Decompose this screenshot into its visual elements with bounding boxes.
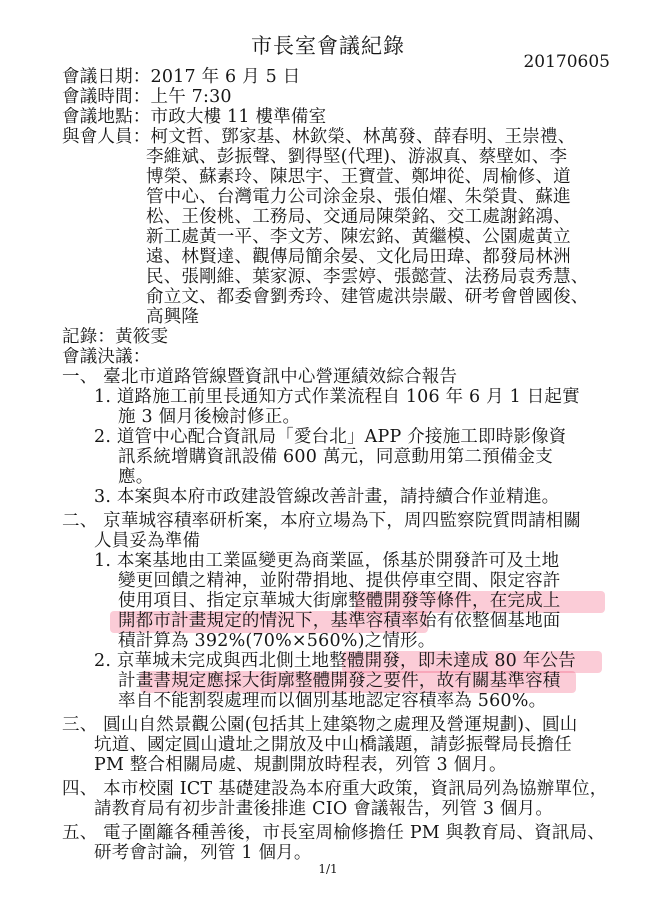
item-2-heading: 二、 京華城容積率研析案，本府立場為下，周四監察院質問請相關 (62, 511, 582, 531)
item-text: 訊系統增購資訊設備 600 萬元，同意動用第二預備金支 (118, 447, 553, 467)
meeting-place: 會議地點：市政大樓 11 樓準備室 (62, 107, 327, 127)
item-text: 應。 (118, 467, 154, 487)
item-text: 率自不能割裂處理而以個別基地認定容積率為 560%。 (118, 691, 547, 711)
item-text: 1. 道路施工前里長通知方式作業流程自 106 年 6 月 1 日起實 (94, 387, 580, 407)
item-text: 變更回饋之精神，並附帶捐地、提供停車空間、限定容許 (118, 571, 561, 591)
item-text: 積計算為 392%(70%×560%)之情形。 (118, 631, 436, 651)
attendees-line: 新工處黃一平、李文芳、陳宏銘、黃繼模、公園處黃立 (146, 227, 571, 247)
attendees-line: 博榮、蘇素玲、陳思宇、王寶萱、鄭坤從、周榆修、道 (146, 167, 571, 187)
item-text: 請教育局有初步計畫後排進 CIO 會議報告，列管 3 個月。 (94, 799, 554, 819)
meeting-time: 會議時間：上午 7:30 (62, 87, 232, 107)
item-text: 2. 京華城未完成與西北側土地整體開發，即未達成 80 年公告 (94, 651, 576, 671)
attendees-line: 民、張剛維、葉家源、李雲婷、張懿萱、法務局袁秀慧、 (146, 267, 589, 287)
meeting-date: 會議日期：2017 年 6 月 5 日 (62, 67, 301, 87)
item-text: 人員妥為準備 (94, 531, 201, 551)
recorder: 記錄：黃筱雯 (62, 327, 169, 347)
attendees-line: 高興隆 (146, 307, 200, 327)
item-1-heading: 一、 臺北市道路管線暨資訊中心營運績效綜合報告 (62, 367, 458, 387)
attendees-line: 遠、林賢達、觀傳局簡余晏、文化局田瑋、都發局林洲 (146, 247, 571, 267)
item-text: 計畫書規定應採大街廓整體開發之要件，故有關基準容積 (118, 671, 561, 691)
item-text: 坑道、國定圓山遺址之開放及中山橋議題，請彭振聲局長擔任 (94, 735, 572, 755)
item-text: 3. 本案與本府市政建設管線改善計畫，請持續合作並精進。 (94, 487, 560, 507)
item-text: 研考會討論，列管 1 個月。 (94, 843, 312, 863)
attendees-line: 與會人員：柯文哲、鄧家基、林欽榮、林萬發、薛春明、王崇禮、 (62, 127, 576, 147)
attendees-line: 俞立文、都委會劉秀玲、建管處洪崇嚴、研考會曾國俊、 (146, 287, 589, 307)
attendees-line: 李維斌、彭振聲、劉得堅(代理)、游淑真、蔡壁如、李 (146, 147, 568, 167)
item-text: 2. 道管中心配合資訊局「愛台北」APP 介接施工即時影像資 (94, 427, 567, 447)
resolutions-heading: 會議決議： (62, 347, 151, 367)
item-text: 使用項目、指定京華城大街廓整體開發等條件，在完成上 (118, 591, 561, 611)
document-number: 20170605 (523, 52, 610, 72)
item-text: 施 3 個月後檢討修正。 (118, 407, 301, 427)
item-text: 1. 本案基地由工業區變更為商業區，係基於開發許可及土地 (94, 551, 560, 571)
item-text: 開都市計畫規定的情況下，基準容積率始有依整個基地面 (118, 611, 561, 631)
item-4-heading: 四、 本市校園 ICT 基礎建設為本府重大政策，資訊局列為協辦單位， (62, 779, 608, 799)
item-text: PM 整合相關局處、規劃開放時程表，列管 3 個月。 (94, 755, 507, 775)
document-title: 市長室會議紀錄 (251, 34, 405, 58)
attendees-line: 松、王俊桃、工務局、交通局陳榮銘、交工處謝銘鴻、 (146, 207, 571, 227)
page-number: 1/1 (318, 862, 338, 876)
item-3-heading: 三、 圓山自然景觀公園(包括其上建築物之處理及營運規劃)、圓山 (62, 715, 578, 735)
item-5-heading: 五、 電子圍籬各種善後，市長室周榆修擔任 PM 與教育局、資訊局、 (62, 823, 605, 843)
attendees-line: 管中心、台灣電力公司涂金泉、張伯燿、朱榮貴、蘇進 (146, 187, 571, 207)
